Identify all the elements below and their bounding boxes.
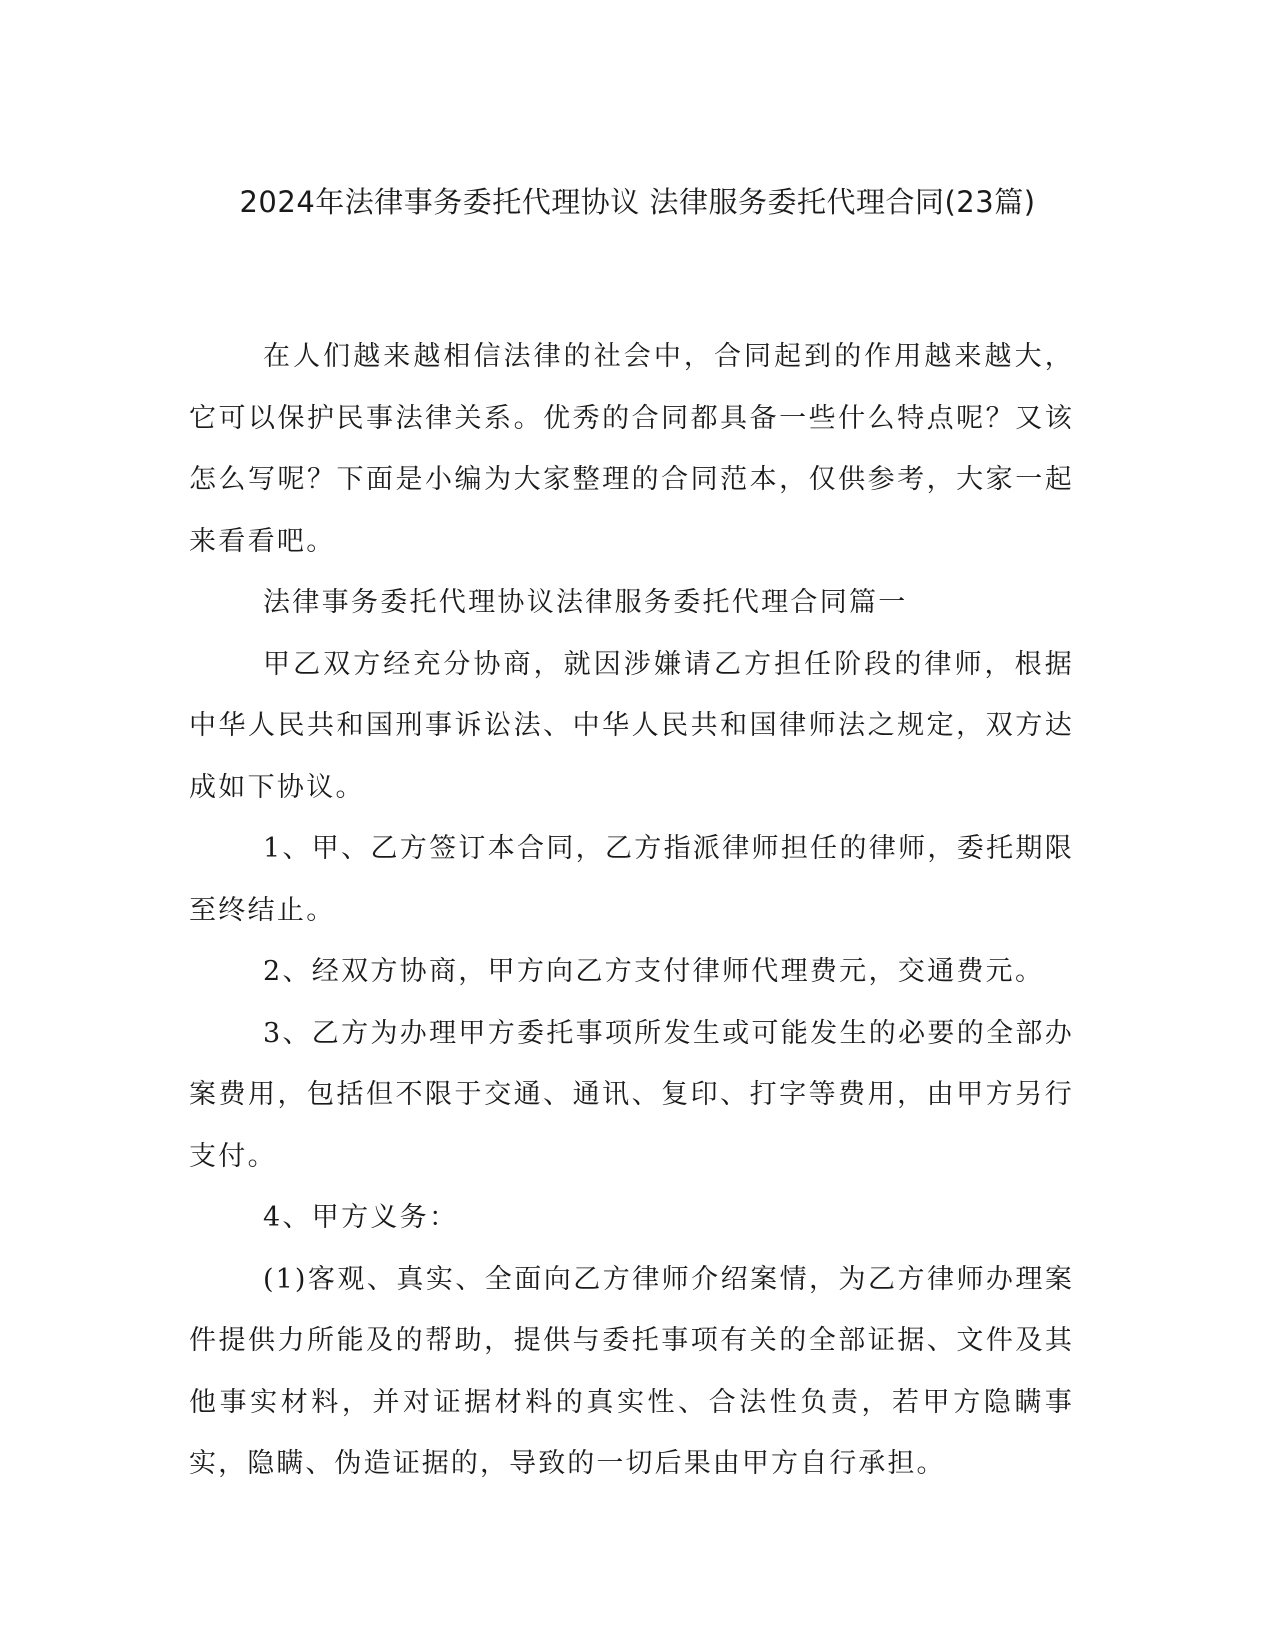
section-heading: 法律事务委托代理协议法律服务委托代理合同篇一 bbox=[263, 587, 908, 618]
agreement-preamble: 甲乙双方经充分协商，就因涉嫌请乙方担任阶段的律师，根据中华人民共和国刑事诉讼法、中华人民共和国律师法之规定，双方达成如下协议。 bbox=[189, 648, 1074, 803]
document-title: 2024年法律事务委托代理协议 法律服务委托代理合同(23篇) bbox=[239, 185, 1036, 219]
clause-4-heading: 4、甲方义务： bbox=[263, 1202, 459, 1233]
intro-paragraph: 在人们越来越相信法律的社会中，合同起到的作用越来越大，它可以保护民事法律关系。优秀的合同都具备一些什么特点呢？又该怎么写呢？下面是小编为大家整理的合同范本，仅供参考，大家一起来看看吧。 bbox=[189, 341, 1074, 557]
clause-1: 1、甲、乙方签订本合同，乙方指派律师担任的律师，委托期限至终结止。 bbox=[189, 833, 1074, 926]
clause-2: 2、经双方协商，甲方向乙方支付律师代理费元，交通费元。 bbox=[263, 956, 1045, 987]
clause-3: 3、乙方为办理甲方委托事项所发生或可能发生的必要的全部办案费用，包括但不限于交通、通讯、复印、打字等费用，由甲方另行支付。 bbox=[189, 1017, 1074, 1172]
document-body bbox=[189, 326, 1074, 1495]
clause-4-item-1: (1)客观、真实、全面向乙方律师介绍案情，为乙方律师办理案件提供力所能及的帮助，提供与委托事项有关的全部证据、文件及其他事实材料，并对证据材料的真实性、合法性负责，若甲方隐瞒事实，隐瞒、伪造证据的，导致的一切后果由甲方自行承担。 bbox=[189, 1263, 1074, 1479]
